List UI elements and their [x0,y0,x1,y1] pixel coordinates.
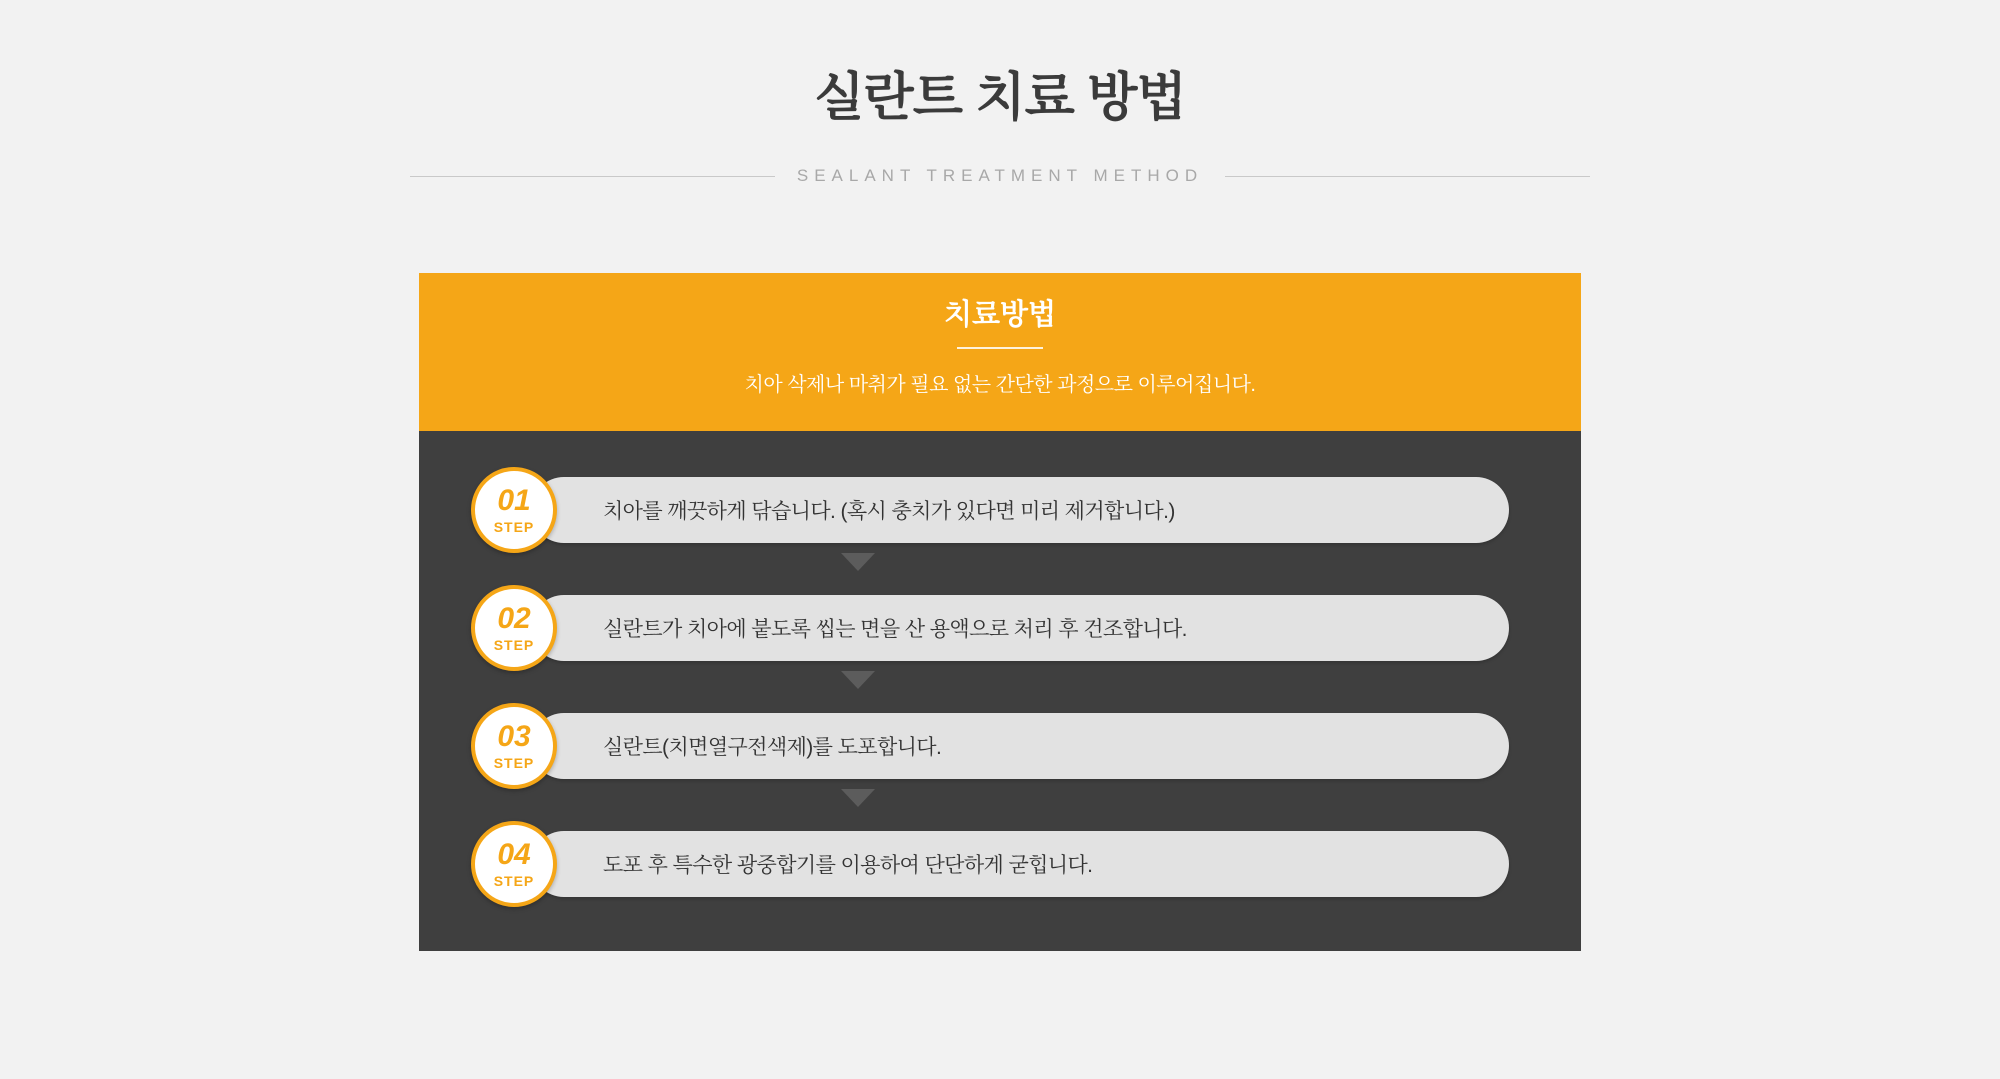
step-number: 03 [497,720,531,753]
step-item [471,705,1581,787]
step-connector [419,787,1581,823]
step-word: STEP [493,755,535,771]
step-word: STEP [493,637,535,653]
subtitle-english: SEALANT TREATMENT METHOD [796,166,1204,185]
steps-list [419,431,1581,951]
step-bar [531,831,1509,897]
step-connector [419,669,1581,705]
subtitle-line-right [1225,176,1590,177]
step-text: 실란트가 치아에 붙도록 씹는 면을 산 용액으로 처리 후 건조합니다. [603,618,1187,641]
subtitle-row [410,166,1590,186]
page-header [0,0,2000,186]
page-title: 실란트 치료 방법 [814,69,1186,127]
step-bar [531,713,1509,779]
card-title-divider [957,347,1043,349]
step-word: STEP [493,519,535,535]
step-text: 치아를 깨끗하게 닦습니다. (혹시 충치가 있다면 미리 제거합니다.) [603,500,1175,523]
step-word: STEP [493,873,535,889]
card-description: 치아 삭제나 마취가 필요 없는 간단한 과정으로 이루어집니다. [744,374,1256,396]
step-number: 04 [497,838,531,871]
step-number: 01 [497,484,531,517]
step-number: 02 [497,602,531,635]
chevron-down-icon [841,789,875,807]
subtitle-line-left [410,176,775,177]
step-text: 실란트(치면열구전색제)를 도포합니다. [603,736,942,759]
step-item [471,587,1581,669]
card-title: 치료방법 [943,299,1057,331]
step-badge [471,703,557,789]
step-connector [419,551,1581,587]
treatment-method-card [419,273,1581,951]
step-bar [531,595,1509,661]
chevron-down-icon [841,553,875,571]
chevron-down-icon [841,671,875,689]
step-badge [471,585,557,671]
step-item [471,469,1581,551]
card-header [419,273,1581,431]
step-badge [471,467,557,553]
step-item [471,823,1581,905]
step-bar [531,477,1509,543]
step-badge [471,821,557,907]
step-text: 도포 후 특수한 광중합기를 이용하여 단단하게 굳힙니다. [603,854,1093,877]
